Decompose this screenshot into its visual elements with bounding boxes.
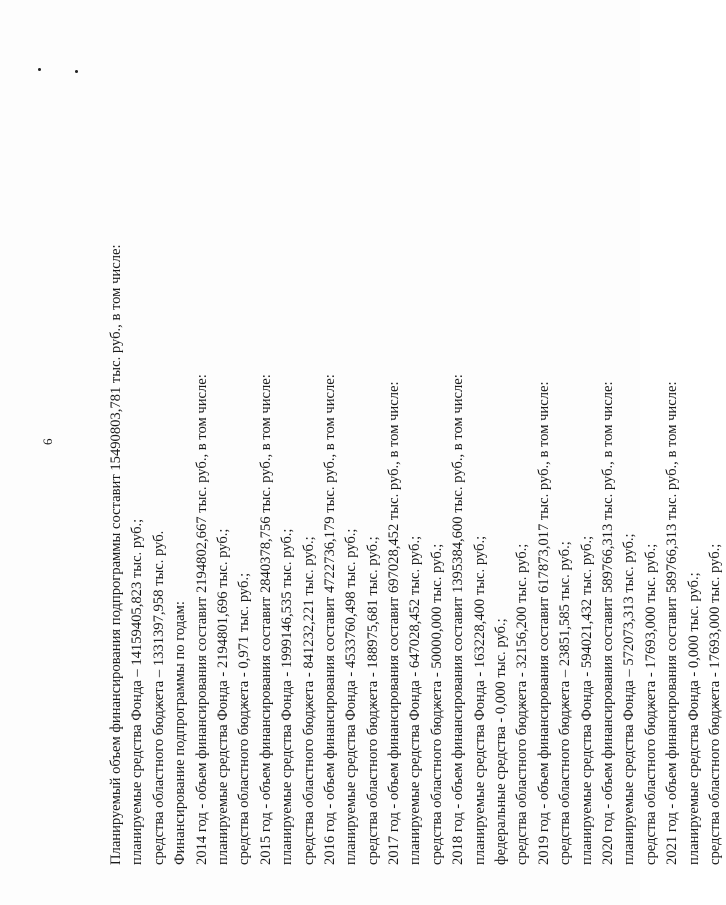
text-line: планируемые средства Фонда - 163228,400 тыс. руб.;: [471, 535, 488, 865]
text-line: средства областного бюджета - 188975,681 тыс. руб.;: [364, 536, 381, 865]
body-text: [106, 165, 726, 865]
page-number: 6: [40, 438, 55, 445]
text-line: 2014 год - объем финансирования составит 2194802,667 тыс. руб., в том числе:: [193, 374, 210, 865]
text-line: Финансирование подпрограммы по годам:: [172, 601, 189, 865]
text-line: 2015 год - объем финансирования составит 2840378,756 тыс. руб., в том числе:: [257, 374, 274, 865]
text-line: 2017 год - объем финансирования составит 697028,452 тыс. руб., в том числе:: [386, 381, 403, 865]
text-line: 2021 год - объем финансирования составит 589766,313 тыс. руб., в том числе:: [664, 381, 681, 865]
text-line: планируемые средства Фонда - 1999146,535 тыс. руб.;: [279, 528, 296, 865]
scan-speck: [38, 68, 41, 71]
text-line: 2020 год - объем финансирования составит 589766,313 тыс. руб., в том числе:: [599, 381, 616, 865]
text-line: планируемые средства Фонда - 0,000 тыс. руб.;: [685, 572, 702, 865]
text-line: средства областного бюджета - 50000,000 тыс. руб.;: [428, 543, 445, 865]
text-line: планируемые средства Фонда – 572073,313 тыс. руб.;: [621, 533, 638, 865]
text-line: федеральные средства - 0,000 тыс. руб.;: [493, 618, 510, 865]
text-line: средства областного бюджета - 32156,200 тыс. руб.;: [514, 543, 531, 865]
text-line: средства областного бюджета - 17693,000 тыс. руб.;: [642, 543, 659, 865]
text-line: 2018 год - объем финансирования составит 1395384,600 тыс. руб., в том числе:: [450, 374, 467, 865]
text-line: планируемые средства Фонда - 647028,452 тыс. руб.;: [407, 535, 424, 865]
scan-speck: [75, 70, 78, 73]
text-line: средства областного бюджета – 1331397,958 тыс. руб.: [150, 530, 167, 865]
text-line: 2019 год - объем финансирования составит 617873,017 тыс. руб., в том числе:: [535, 381, 552, 865]
text-line: средства областного бюджета - 841232,221 тыс. руб.;: [300, 536, 317, 865]
text-line: планируемые средства Фонда - 594021,432 тыс. руб.;: [578, 535, 595, 865]
text-line: планируемые средства Фонда - 4533760,498 тыс. руб.;: [343, 528, 360, 865]
text-line: средства областного бюджета – 23851,585 тыс. руб.;: [557, 541, 574, 865]
text-line: планируемые средства Фонда – 14159405,823 тыс. руб.;: [129, 518, 146, 865]
text-line: 2016 год - объем финансирования составит 4722736,179 тыс. руб., в том числе:: [321, 374, 338, 865]
text-line: средства областного бюджета - 0,971 тыс. руб.;: [236, 572, 253, 865]
text-line: планируемые средства Фонда - 2194801,696 тыс. руб.;: [214, 528, 231, 865]
text-line: Планируемый объем финансирования подпрограммы составит 15490803,781 тыс. руб., в том числе:: [108, 244, 124, 865]
text-line: средства областного бюджета - 17693,000 тыс. руб.;: [706, 543, 723, 865]
